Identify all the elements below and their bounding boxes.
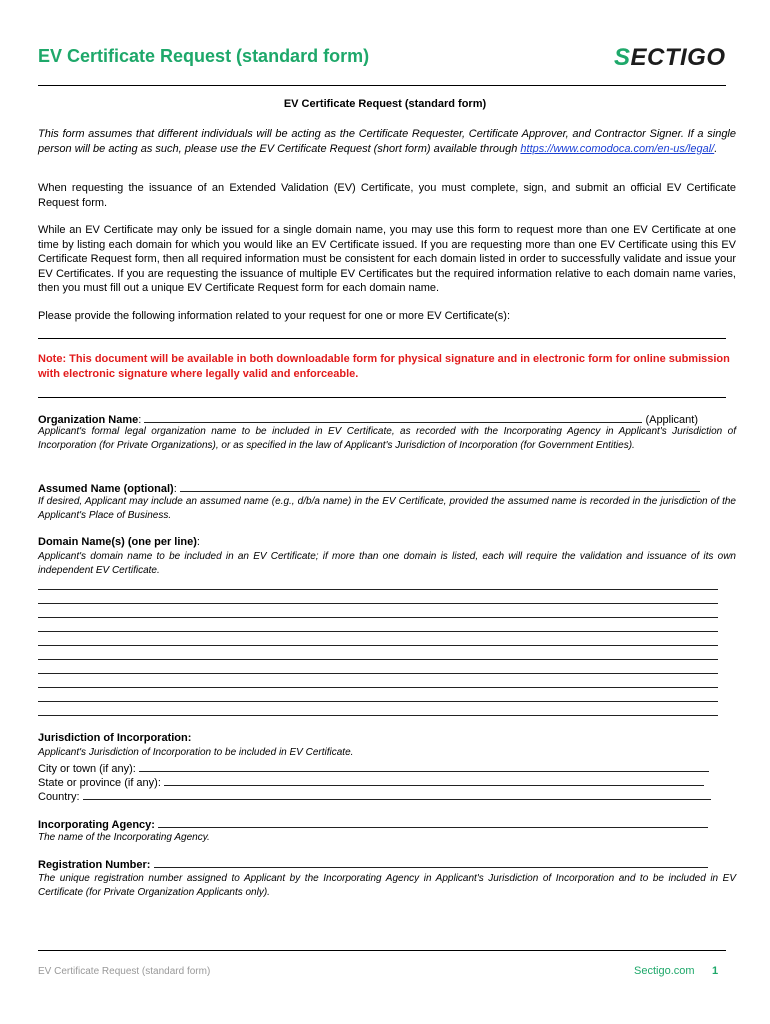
org-name-field[interactable] xyxy=(144,412,642,423)
sectigo-logo: SECTIGO xyxy=(614,44,726,71)
assumed-name-field[interactable] xyxy=(180,481,700,492)
registration-field[interactable] xyxy=(154,857,708,868)
domain-names-colon: : xyxy=(196,536,200,548)
page-number: 1 xyxy=(712,965,719,977)
org-name-colon: : xyxy=(138,414,142,426)
legal-note: Note: This document will be available in both downloadable form for physical signature and in electronic form for online submission with electronic signature where legally valid and enforceable. xyxy=(38,353,730,380)
assumed-name-colon: : xyxy=(173,483,177,495)
country-row xyxy=(38,789,738,803)
domain-line[interactable] xyxy=(38,589,718,590)
org-name-row xyxy=(38,412,738,426)
domain-line[interactable] xyxy=(38,701,718,702)
logo-text: ECTIGO xyxy=(630,44,726,71)
agency-field[interactable] xyxy=(158,817,708,828)
header-title: EV Certificate Request (standard form) xyxy=(38,46,370,66)
jurisdiction-hint: Applicant's Jurisdiction of Incorporation to be included in EV Certificate. xyxy=(38,747,354,758)
org-name-label: Organization Name xyxy=(38,414,139,426)
state-row xyxy=(38,775,738,789)
org-name-suffix: (Applicant) xyxy=(645,414,699,426)
footer-divider xyxy=(38,950,726,951)
domain-line[interactable] xyxy=(38,687,718,688)
paragraph-multiple: While an EV Certificate may only be issued for a single domain name, you may use this form to request more than one EV Certificate at one time by listing each domain for which you would like an EV Certificate issued. If you are requesting more than one EV Certificate using this EV Certificate Request form, then all required information must be consistent for each domain listed in order to successfully validate and issue your EV Certificates. If you are requesting the issuance of multiple EV Certificates but the required information relative to each domain name varies, then you must fill out a unique EV Certificate Request form for each domain name. xyxy=(38,224,736,294)
country-label: Country: xyxy=(38,791,80,803)
registration-hint: The unique registration number assigned to Applicant by the Incorporating Agency in Applicant's Jurisdiction of Incorporation and to be included in EV Certificate (for Private Organization Applicants only). xyxy=(38,873,736,898)
domain-names-label: Domain Name(s) (one per line) xyxy=(38,536,197,548)
agency-label: Incorporating Agency: xyxy=(38,819,155,831)
document-subtitle: EV Certificate Request (standard form) xyxy=(283,98,487,110)
domain-line[interactable] xyxy=(38,631,718,632)
intro-paragraph xyxy=(38,127,736,156)
domain-line[interactable] xyxy=(38,645,718,646)
agency-hint: The name of the Incorporating Agency. xyxy=(38,832,210,843)
intro-end: . xyxy=(714,142,718,155)
header-divider xyxy=(38,85,726,86)
org-name-hint: Applicant's formal legal organization name to be included in EV Certificate, as recorded with the Incorporating Agency in Applicant's Jurisdiction of Incorporation (for Private Organizations), or as specified in the law of Applicant's Jurisdiction of Incorporation (for Government Entities). xyxy=(38,426,736,451)
domain-line[interactable] xyxy=(38,603,718,604)
note-bottom-divider xyxy=(38,397,726,398)
assumed-name-hint: If desired, Applicant may include an assumed name (e.g., d/b/a name) in the EV Certificate, provided the assumed name is recorded in the jurisdiction of the Applicant's Place of Business. xyxy=(38,496,736,521)
domain-names-hint: Applicant's domain name to be included in an EV Certificate; if more than one domain is listed, each will require the validation and issuance of its own independent EV Certificate. xyxy=(38,551,736,576)
assumed-name-label: Assumed Name (optional) xyxy=(38,483,174,495)
country-field[interactable] xyxy=(83,789,711,800)
jurisdiction-label: Jurisdiction of Incorporation: xyxy=(38,732,192,744)
footer-doc-name: EV Certificate Request (standard form) xyxy=(38,966,211,977)
registration-label: Registration Number: xyxy=(38,859,151,871)
agency-row xyxy=(38,817,738,831)
domain-line[interactable] xyxy=(38,617,718,618)
domain-line[interactable] xyxy=(38,673,718,674)
jurisdiction-row xyxy=(38,732,738,744)
assumed-name-row xyxy=(38,481,738,495)
state-field[interactable] xyxy=(164,775,704,786)
paragraph-provide-info: Please provide the following information related to your request for one or more EV Certificate(s): xyxy=(38,310,511,322)
state-label: State or province (if any): xyxy=(38,777,161,789)
city-label: City or town (if any): xyxy=(38,763,136,775)
footer-site-link[interactable]: Sectigo.com xyxy=(634,965,695,977)
domain-line[interactable] xyxy=(38,715,718,716)
domain-line[interactable] xyxy=(38,659,718,660)
legal-link[interactable]: https://www.comodoca.com/en-us/legal/ xyxy=(520,142,715,155)
city-row xyxy=(38,761,738,775)
registration-row xyxy=(38,857,738,871)
domain-names-row xyxy=(38,536,738,548)
paragraph-request: When requesting the issuance of an Extended Validation (EV) Certificate, you must complete, sign, and submit an official EV Certificate Request form. xyxy=(38,182,736,209)
city-field[interactable] xyxy=(139,761,709,772)
note-top-divider xyxy=(38,338,726,339)
intro-text: This form assumes that different individuals will be acting as the Certificate Requester, Certificate Approver, and Contractor Signer. If a single person will be acting as such, please use the EV Certificate Request (short form) available through xyxy=(38,128,736,155)
